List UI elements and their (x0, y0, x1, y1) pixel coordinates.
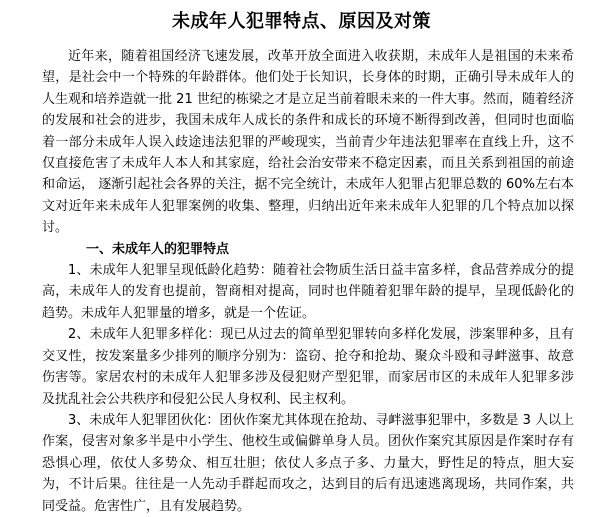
document-title: 未成年人犯罪特点、原因及对策 (172, 11, 431, 32)
intro-paragraph: 近年来，随着祖国经济飞速发展，改革开放全面进入收获期，未成年人是祖国的未来希望，是社会中一个特殊的年龄群体。他们处于长知识，长身体的时期，正确引导未成年人的人生观和培养造就一批 21 世纪的栋梁之才是立足当前着眼未来的一件大事。然而，随着经济的发展和社会的进步，我国未成年人成长的条件和成长的环境不断得到改善，但同时也面临着一部分未成年人误入歧途违法犯罪的严峻现实，当前青少年违法犯罪率在直线上升，这不仅直接危害了未成年人本人和其家庭，给社会治安带来不稳定因素，而且关系到祖国的前途和命运， 逐渐引起社会各界的关注，据不完全统计，未成年人犯罪占犯罪总数的 60%左右本文对近年来未成年人犯罪案例的收集、整理，归纳出近年来未成年人犯罪的几个特点加以探讨。 (42, 49, 574, 236)
point-paragraph-3: 3、未成年人犯罪团伙化：团伙作案尤其体现在抢劫、寻衅滋事犯罪中，多数是 3 人以上作案，侵害对象多半是中小学生、他校生或偏僻单身人员。团伙作案究其原因是作案时存有恐惧心理，依仗人多势众、相互壮胆；依仗人多点子多、力量大，野性足的特点，胆大妄为，不计后果。往往是一人先动手群起而攻之，达到目的后有迅速逃离现场，共同作案，共同受益。危害性广，且有发展趋势。 (42, 412, 574, 514)
point-paragraph-2: 2、未成年人犯罪多样化：现已从过去的简单型犯罪转向多样化发展，涉案罪种多，且有交叉性，按发案量多少排列的顺序分别为：盗窃、抢夺和抢劫、聚众斗殴和寻衅滋事、故意伤害等。家居农村的未成年人犯罪多涉及侵犯财产型犯罪，而家居市区的未成年人犯罪多涉及扰乱社会公共秩序和侵犯公民人身权利、民主权利。 (42, 327, 574, 407)
section-heading: 一、未成年人的犯罪特点 (86, 241, 230, 257)
document-body (42, 46, 574, 517)
point-paragraph-1: 1、未成年人犯罪呈现低龄化趋势：随着社会物质生活日益丰富多样，食品营养成分的提高，未成年人的发育也提前，智商相对提高，同时也伴随着犯罪年龄的提早，呈现低龄化的趋势。未成年人犯罪量的增多，就是一个佐证。 (42, 263, 574, 321)
